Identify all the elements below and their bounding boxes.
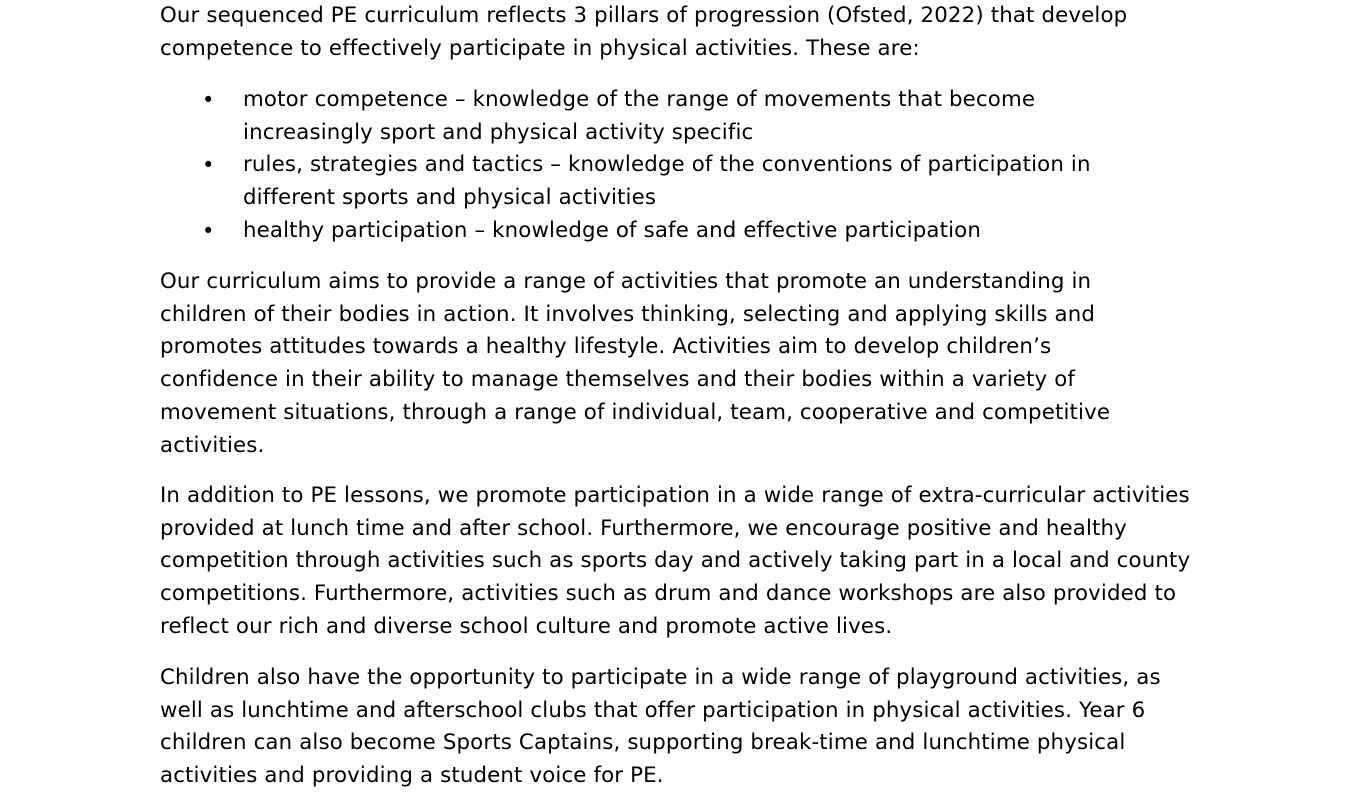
extra-curricular-paragraph: In addition to PE lessons, we promote participation in a wide range of extra-curricular activities provided at lunch time and after school. Furthermore, we encourage positive and healthy competition through activities such as sports day and actively taking part in a local and county competitions. Furthermore, activities such as drum and dance workshops are also provided to reflect our rich and diverse school culture and promote active lives. [160,483,1191,639]
pillars-list [160,84,1200,248]
list-item-text: rules, strategies and tactics – knowledge of the conventions of participation in different sports and physical activities [243,152,1091,211]
list-item [160,149,1143,214]
bullet-icon: • [202,218,215,243]
bullet-icon: • [202,88,215,112]
list-item [160,84,1143,149]
list-item [160,215,1143,248]
playground-activities-paragraph: Children also have the opportunity to participate in a wide range of playground activities, as well as lunchtime and afterschool clubs that offer participation in physical activities. Year 6 children can also become Sports Captains, supporting break-time and lunchtime physical activities and providing a student voice for PE. [160,665,1161,789]
list-item-text: motor competence – knowledge of the range of movements that become increasingly sport and physical activity specific [243,87,1036,145]
curriculum-aims-paragraph: Our curriculum aims to provide a range of activities that promote an understanding in children of their bodies in action. It involves thinking, selecting and applying skills and promotes attitudes towards a healthy lifestyle. Activities aim to develop children’s confidence in their ability to manage themselves and their bodies within a variety of movement situations, through a range of individual, team, cooperative and competitive activities. [160,269,1111,458]
intro-paragraph: Our sequenced PE curriculum reflects 3 pillars of progression (Ofsted, 2022) that develop competence to effectively participate in physical activities. These are: [160,3,1128,61]
bullet-icon: • [202,153,215,178]
list-item-text: healthy participation – knowledge of safe and effective participation [243,217,982,243]
